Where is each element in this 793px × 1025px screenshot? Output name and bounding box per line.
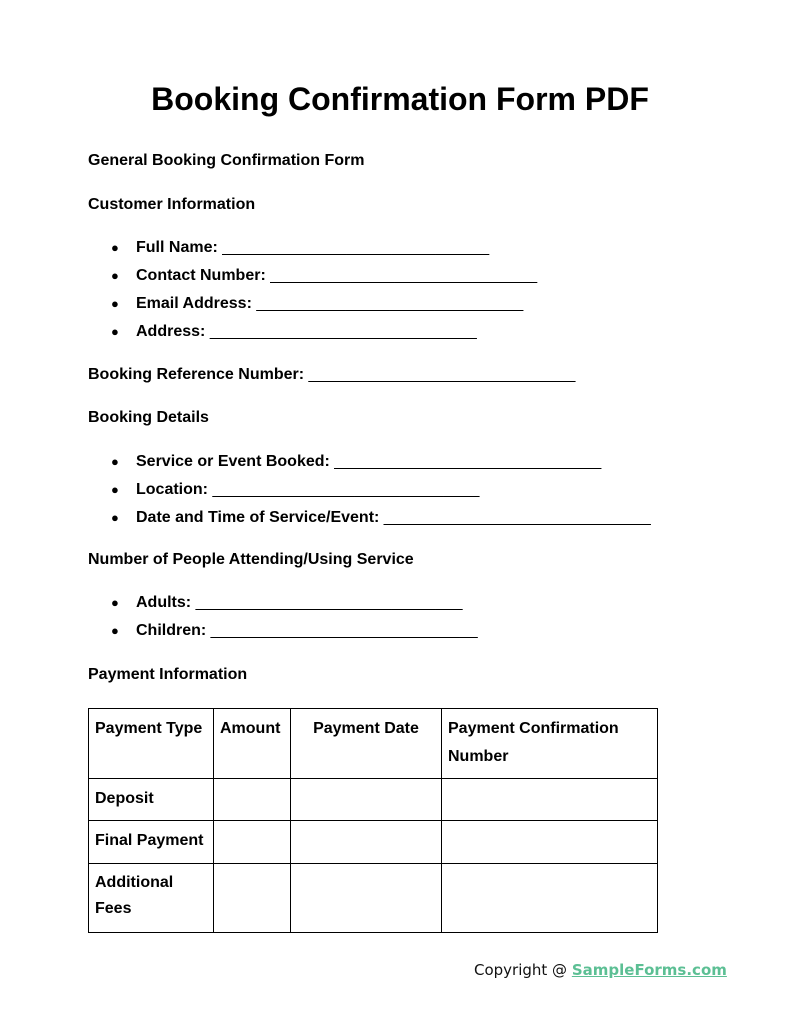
cell-confirmation-number[interactable]	[442, 821, 658, 864]
section-heading-attendance: Number of People Attending/Using Service	[88, 551, 414, 568]
field-label: Service or Event Booked:	[136, 453, 330, 470]
page-title: Booking Confirmation Form PDF	[151, 81, 649, 117]
column-header-amount: Amount	[214, 709, 291, 779]
cell-payment-type: Deposit	[89, 779, 214, 821]
cell-payment-type: Additional Fees	[89, 864, 214, 933]
table-row	[89, 821, 658, 864]
cell-confirmation-number[interactable]	[442, 779, 658, 821]
field-email-address[interactable]	[88, 294, 537, 322]
cell-payment-date[interactable]	[291, 864, 442, 933]
cell-payment-type: Final Payment	[89, 821, 214, 864]
blank-line[interactable]: ______________________________	[222, 239, 490, 256]
sampleforms-link[interactable]: SampleForms.com	[571, 961, 727, 979]
field-location[interactable]	[88, 480, 651, 508]
cell-payment-date[interactable]	[291, 779, 442, 821]
field-booking-reference-number[interactable]	[88, 365, 575, 385]
column-header-payment-date: Payment Date	[291, 709, 442, 779]
field-contact-number[interactable]	[88, 266, 537, 294]
field-date-time[interactable]	[88, 508, 651, 536]
payment-table	[88, 708, 658, 933]
cell-amount[interactable]	[214, 821, 291, 864]
cell-payment-date[interactable]	[291, 821, 442, 864]
table-row	[89, 864, 658, 933]
field-children[interactable]	[88, 621, 478, 649]
field-label: Full Name:	[136, 239, 218, 256]
booking-details-list	[88, 452, 651, 536]
blank-line[interactable]: ______________________________	[383, 509, 651, 526]
cell-amount[interactable]	[214, 864, 291, 933]
form-subtitle: General Booking Confirmation Form	[88, 152, 365, 169]
field-label: Booking Reference Number:	[88, 366, 305, 383]
customer-info-list	[88, 238, 537, 350]
field-label: Children:	[136, 622, 207, 639]
field-label: Adults:	[136, 594, 192, 611]
cell-confirmation-number[interactable]	[442, 864, 658, 933]
cell-amount[interactable]	[214, 779, 291, 821]
field-full-name[interactable]	[88, 238, 537, 266]
table-header-row	[89, 709, 658, 779]
column-header-confirmation-number: Payment Confirmation Number	[442, 709, 658, 779]
field-adults[interactable]	[88, 593, 478, 621]
field-label: Email Address:	[136, 295, 252, 312]
attendance-list	[88, 593, 478, 649]
blank-line[interactable]: ______________________________	[210, 622, 478, 639]
copyright-text: Copyright @	[474, 961, 572, 979]
field-service-or-event[interactable]	[88, 452, 651, 480]
blank-line[interactable]: ______________________________	[256, 295, 524, 312]
section-heading-payment: Payment Information	[88, 666, 248, 683]
field-label: Contact Number:	[136, 267, 266, 284]
footer-copyright	[474, 961, 727, 979]
field-label: Date and Time of Service/Event:	[136, 509, 380, 526]
blank-line[interactable]: ______________________________	[209, 323, 477, 340]
field-address[interactable]	[88, 322, 537, 350]
blank-line[interactable]: ______________________________	[308, 366, 576, 383]
section-heading-booking-details: Booking Details	[88, 409, 209, 426]
field-label: Location:	[136, 481, 208, 498]
blank-line[interactable]: ______________________________	[334, 453, 602, 470]
field-label: Address:	[136, 323, 206, 340]
blank-line[interactable]: ______________________________	[270, 267, 538, 284]
column-header-payment-type: Payment Type	[89, 709, 214, 779]
table-row	[89, 779, 658, 821]
section-heading-customer-information: Customer Information	[88, 196, 256, 213]
blank-line[interactable]: ______________________________	[212, 481, 480, 498]
blank-line[interactable]: ______________________________	[195, 594, 463, 611]
